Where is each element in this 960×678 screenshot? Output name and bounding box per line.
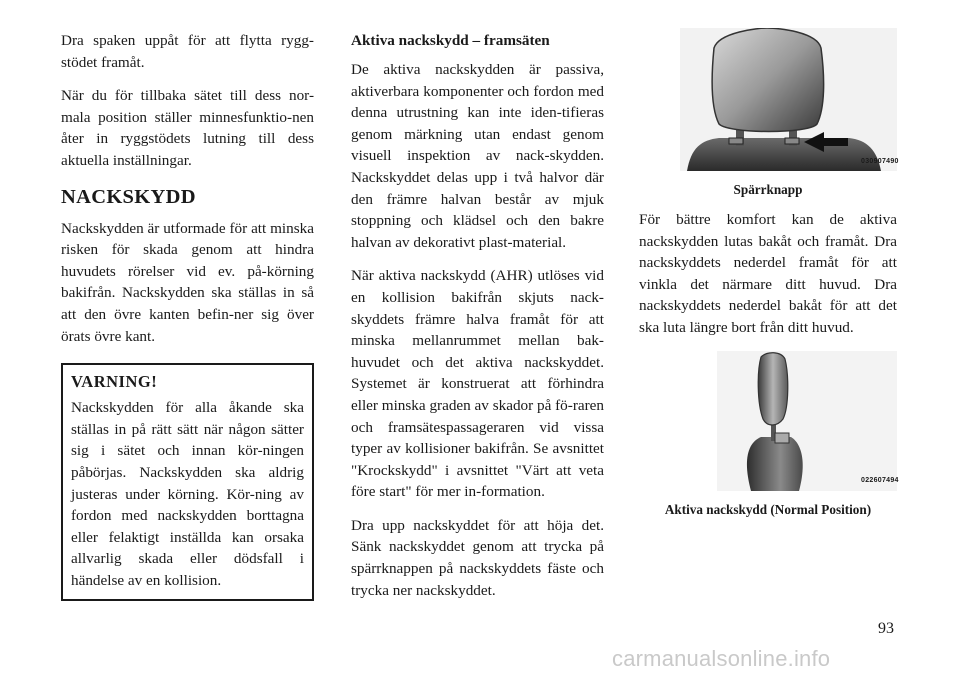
active-headrest-side-view-illustration (639, 351, 897, 491)
warning-text: Nackskydden för alla åkande ska ställas in på rätt sätt när någon sätter sig i sätet och innan kör-ningen påbörjas. Nackskydden ska aldrig justeras under körning. Kör-ning av fordon med nackskydden borttagna eller felaktigt inställda kan orsaka allvarlig skada eller dödsfall i händelse av en kollision. (71, 399, 304, 589)
figure-active-headrest (639, 351, 897, 491)
middle-column (351, 30, 604, 613)
left-column (61, 30, 314, 601)
right-column (639, 30, 897, 529)
paragraph: De aktiva nackskydden är passiva, aktiverbara komponenter och fordon med denna utrustning kan inte iden-tifieras genom märkning utan endast genom visuell inspektion av nack-skydden. Nackskyddet delas upp i två halvor där den främre halvan består av mjuk stoppning och klädsel och den bakre halvan av dekorativt plast-material. (351, 61, 604, 251)
paragraph: Nackskydden är utformade för att minska risken för skada genom att hindra huvudets rörelser vid ev. på-körning bakifrån. Nackskydden ska ställas in så att den övre kanten befin-ner sig över örats övre kant. (61, 219, 314, 345)
headrest-release-button-illustration (639, 28, 897, 171)
figure-release-button (639, 28, 897, 171)
paragraph: För bättre komfort kan de aktiva nackskydden lutas bakåt och framåt. Dra nackskyddets nederdel framåt för att vinkla det närmare ditt huvud. Dra nackskyddets nederdel bakåt för att det ska luta längre bort från ditt huvud. (639, 211, 897, 336)
figure-code: 030907490 (861, 158, 899, 165)
paragraph: När aktiva nackskydd (AHR) utlöses vid en kollision bakifrån skjuts nack-skyddets främre halva framåt för att minska mellanrummet mellan bak-huvudet och det aktiva nackskyddet. Systemet är konstruerat att förhindra eller minska graden av skador på fö-raren och framsätespassageraren vid vissa typer av kollisioner bakifrån. Se avsnittet "Krockskydd" i avsnittet "Värt att veta före start" för mer in-formation. (351, 267, 605, 501)
warning-title: VARNING! (71, 372, 158, 392)
paragraph: Dra spaken uppåt för att flytta rygg-stödet framåt. (61, 32, 314, 71)
watermark: carmanualsonline.info (612, 646, 831, 671)
figure-code: 022607494 (861, 476, 899, 484)
figure-caption: Spärrknapp (733, 182, 803, 197)
section-heading: NACKSKYDD (61, 185, 196, 208)
figure-caption: Aktiva nackskydd (Normal Position) (664, 501, 872, 517)
subsection-heading: Aktiva nackskydd – framsäten (351, 32, 550, 49)
page-number: 93 (878, 620, 894, 637)
warning-box (61, 363, 314, 601)
paragraph: Dra upp nackskyddet för att höja det. Sänk nackskyddet genom att trycka på spärrknappen på nackskyddets fäste och trycka ner nackskyddet. (351, 516, 604, 599)
paragraph: När du för tillbaka sätet till dess nor-mala position ställer minnesfunktio-nen åter in ryggstödets lutning till dess aktuella inställningar. (61, 87, 314, 169)
